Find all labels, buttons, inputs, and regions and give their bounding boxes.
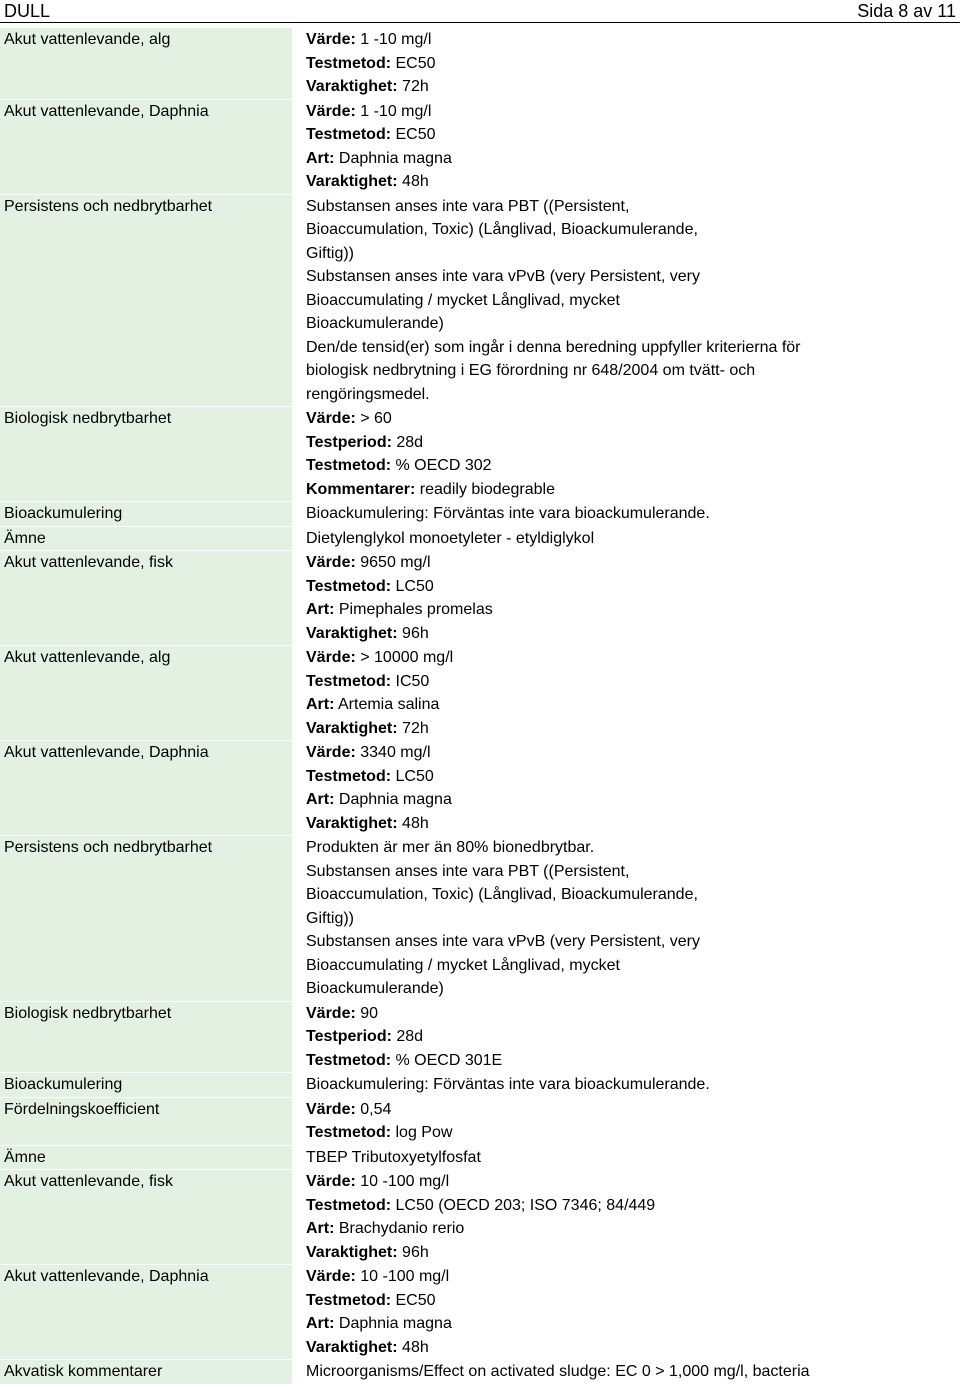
- value-key: Värde:: [306, 410, 356, 427]
- value-text: 48h: [397, 173, 429, 190]
- value-line: [306, 883, 960, 907]
- row-value: [292, 741, 960, 835]
- row-value: [292, 1002, 960, 1073]
- value-line: [306, 1146, 960, 1170]
- value-line: [306, 147, 960, 171]
- value-text: Substansen anses inte vara PBT ((Persistent,: [306, 197, 630, 215]
- table-row: [0, 1146, 960, 1170]
- value-text: Daphnia magna: [334, 791, 452, 808]
- value-key: Värde:: [306, 102, 356, 120]
- value-line: [306, 670, 960, 694]
- value-line: [306, 1289, 960, 1313]
- value-text: 96h: [397, 1243, 429, 1261]
- value-key: Testmetod:: [306, 1196, 392, 1214]
- value-line: [306, 575, 960, 599]
- value-line: [306, 383, 960, 407]
- row-value: [292, 100, 960, 194]
- value-key: Värde:: [306, 1004, 356, 1022]
- value-line: [306, 527, 960, 551]
- value-key: Testmetod:: [306, 672, 392, 690]
- row-label: Akut vattenlevande, fisk: [0, 1170, 292, 1264]
- value-key: Testmetod:: [306, 1124, 392, 1141]
- row-label: Akut vattenlevande, alg: [0, 646, 292, 740]
- table-row: [0, 551, 960, 645]
- value-text: log Pow: [391, 1124, 453, 1141]
- value-text: > 60: [355, 410, 392, 427]
- value-line: [306, 954, 960, 978]
- value-line: [306, 359, 960, 383]
- value-key: Art:: [306, 791, 335, 808]
- value-line: [306, 407, 960, 431]
- value-text: Giftig)): [306, 244, 354, 262]
- row-value: [292, 195, 960, 407]
- table-row: [0, 100, 960, 194]
- value-text: Bioaccumulation, Toxic) (Långlivad, Bioackumulerande,: [306, 886, 698, 903]
- value-text: Bioackumulering: Förväntas inte vara bioackumulerande.: [306, 505, 710, 522]
- table-row: [0, 1098, 960, 1145]
- value-line: [306, 431, 960, 455]
- value-text: EC50: [391, 126, 436, 143]
- value-text: Den/de tensid(er) som ingår i denna beredning uppfyller kriterierna för: [306, 338, 801, 356]
- value-line: [306, 1025, 960, 1049]
- value-line: [306, 977, 960, 1001]
- value-key: Värde:: [306, 554, 356, 571]
- value-text: 9650 mg/l: [355, 554, 431, 571]
- value-key: Art:: [306, 1315, 335, 1332]
- value-line: [306, 195, 960, 219]
- row-value: [292, 1098, 960, 1145]
- value-line: [306, 123, 960, 147]
- row-value: [292, 28, 960, 99]
- value-key: Testmetod:: [306, 577, 392, 595]
- value-text: Dietylenglykol monoetyleter - etyldiglykol: [306, 529, 595, 547]
- row-value: [292, 1146, 960, 1170]
- value-text: 96h: [397, 624, 429, 642]
- row-label: Ämne: [0, 1146, 292, 1170]
- table-row: [0, 1002, 960, 1073]
- value-text: Brachydanio rerio: [334, 1220, 465, 1237]
- value-line: [306, 1312, 960, 1336]
- value-key: Varaktighet:: [306, 624, 398, 642]
- table-row: [0, 527, 960, 551]
- value-key: Varaktighet:: [306, 719, 398, 737]
- value-key: Varaktighet:: [306, 1338, 398, 1356]
- value-text: Daphnia magna: [334, 149, 452, 167]
- value-key: Varaktighet:: [306, 814, 398, 832]
- value-line: [306, 1217, 960, 1241]
- value-text: Bioaccumulating / mycket Långlivad, mycket: [306, 956, 620, 974]
- value-line: [306, 598, 960, 622]
- row-label: Persistens och nedbrytbarhet: [0, 195, 292, 407]
- value-text: Giftig)): [306, 909, 354, 927]
- value-text: LC50: [391, 577, 434, 595]
- table-row: [0, 195, 960, 407]
- value-line: [306, 52, 960, 76]
- value-line: [306, 765, 960, 789]
- value-key: Testmetod:: [306, 457, 392, 474]
- value-key: Testmetod:: [306, 1051, 392, 1069]
- value-line: [306, 836, 960, 860]
- value-text: Bioackumulerande): [306, 980, 444, 997]
- value-text: Microorganisms/Effect on activated sludge: EC 0 > 1,000 mg/l, bacteria: [306, 1363, 810, 1380]
- value-key: Värde:: [306, 1268, 356, 1285]
- value-key: Varaktighet:: [306, 1243, 398, 1261]
- value-text: EC50: [391, 1291, 436, 1309]
- row-value: [292, 1265, 960, 1359]
- value-line: [306, 312, 960, 336]
- value-line: [306, 454, 960, 478]
- value-text: Artemia salina: [334, 696, 440, 713]
- value-text: readily biodegrable: [415, 480, 556, 498]
- value-line: [306, 930, 960, 954]
- value-key: Värde:: [306, 1100, 356, 1118]
- value-line: [306, 218, 960, 242]
- value-text: rengöringsmedel.: [306, 385, 430, 403]
- value-line: [306, 75, 960, 99]
- value-line: [306, 336, 960, 360]
- value-key: Värde:: [306, 31, 356, 48]
- value-text: Substansen anses inte vara vPvB (very Persistent, very: [306, 268, 700, 285]
- value-line: [306, 693, 960, 717]
- value-line: [306, 478, 960, 502]
- row-label: Akut vattenlevande, fisk: [0, 551, 292, 645]
- value-text: LC50: [391, 767, 434, 785]
- value-line: [306, 741, 960, 765]
- value-text: % OECD 302: [391, 457, 492, 474]
- row-label: Akut vattenlevande, Daphnia: [0, 100, 292, 194]
- value-text: TBEP Tributoxyetylfosfat: [306, 1148, 481, 1166]
- value-key: Art:: [306, 149, 335, 167]
- value-line: [306, 1098, 960, 1122]
- property-table: [0, 28, 960, 1384]
- value-key: Varaktighet:: [306, 78, 398, 95]
- row-label: Biologisk nedbrytbarhet: [0, 1002, 292, 1073]
- table-row: [0, 1360, 960, 1384]
- value-text: Pimephales promelas: [334, 601, 493, 618]
- row-value: [292, 1170, 960, 1264]
- value-text: 28d: [391, 1028, 424, 1045]
- row-label: Bioackumulering: [0, 1073, 292, 1097]
- value-line: [306, 242, 960, 266]
- value-text: 0,54: [355, 1100, 392, 1118]
- value-key: Värde:: [306, 1173, 356, 1190]
- value-text: 72h: [397, 719, 429, 737]
- row-label: Akut vattenlevande, alg: [0, 28, 292, 99]
- value-text: 1 -10 mg/l: [355, 31, 432, 48]
- row-value: [292, 527, 960, 551]
- value-key: Testmetod:: [306, 54, 392, 72]
- value-key: Art:: [306, 696, 335, 713]
- page-header: [0, 0, 960, 23]
- row-label: Biologisk nedbrytbarhet: [0, 407, 292, 501]
- value-line: [306, 502, 960, 526]
- value-line: [306, 28, 960, 52]
- table-row: [0, 502, 960, 526]
- value-text: Daphnia magna: [334, 1315, 452, 1332]
- value-key: Varaktighet:: [306, 173, 398, 190]
- value-text: Produkten är mer än 80% bionedbrytbar.: [306, 839, 595, 856]
- table-row: [0, 28, 960, 99]
- row-label: Bioackumulering: [0, 502, 292, 526]
- row-label: Fördelningskoefficient: [0, 1098, 292, 1145]
- value-line: [306, 717, 960, 741]
- value-text: Bioackumulerande): [306, 315, 444, 332]
- value-key: Kommentarer:: [306, 480, 416, 498]
- value-text: IC50: [391, 672, 430, 690]
- row-label: Persistens och nedbrytbarhet: [0, 836, 292, 1001]
- value-text: 90: [355, 1004, 379, 1022]
- value-text: Bioaccumulation, Toxic) (Långlivad, Bioackumulerande,: [306, 221, 698, 238]
- table-row: [0, 646, 960, 740]
- value-line: [306, 100, 960, 124]
- value-line: [306, 1265, 960, 1289]
- value-line: [306, 1121, 960, 1145]
- value-text: LC50 (OECD 203; ISO 7346; 84/449: [391, 1196, 656, 1214]
- value-line: [306, 1002, 960, 1026]
- table-row: [0, 1265, 960, 1359]
- value-line: [306, 646, 960, 670]
- page-number: Sida 8 av 11: [857, 1, 956, 21]
- value-line: [306, 907, 960, 931]
- value-line: [306, 860, 960, 884]
- value-line: [306, 1049, 960, 1073]
- row-value: [292, 551, 960, 645]
- value-text: > 10000 mg/l: [355, 649, 454, 666]
- value-key: Testmetod:: [306, 1291, 392, 1309]
- row-label: Akut vattenlevande, Daphnia: [0, 741, 292, 835]
- value-key: Värde:: [306, 744, 356, 761]
- row-value: [292, 646, 960, 740]
- value-text: % OECD 301E: [391, 1051, 503, 1069]
- value-line: [306, 812, 960, 836]
- row-value: [292, 1073, 960, 1097]
- value-text: Bioaccumulating / mycket Långlivad, mycket: [306, 291, 620, 309]
- value-line: [306, 1073, 960, 1097]
- table-row: [0, 741, 960, 835]
- value-text: Substansen anses inte vara vPvB (very Persistent, very: [306, 933, 700, 950]
- table-row: [0, 1073, 960, 1097]
- value-line: [306, 265, 960, 289]
- value-text: 48h: [397, 1338, 429, 1356]
- value-key: Testperiod:: [306, 433, 392, 451]
- row-label: Akvatisk kommentarer: [0, 1360, 292, 1384]
- value-line: [306, 551, 960, 575]
- value-key: Värde:: [306, 649, 356, 666]
- row-value: [292, 836, 960, 1001]
- value-text: 10 -100 mg/l: [355, 1268, 450, 1285]
- row-value: [292, 1360, 960, 1384]
- value-key: Art:: [306, 601, 335, 618]
- value-line: [306, 289, 960, 313]
- table-row: [0, 407, 960, 501]
- value-text: biologisk nedbrytning i EG förordning nr 648/2004 om tvätt- och: [306, 362, 756, 379]
- value-text: Bioackumulering: Förväntas inte vara bioackumulerande.: [306, 1076, 710, 1093]
- value-key: Art:: [306, 1220, 335, 1237]
- row-label: Ämne: [0, 527, 292, 551]
- value-line: [306, 1170, 960, 1194]
- value-key: Testperiod:: [306, 1028, 392, 1045]
- table-row: [0, 1170, 960, 1264]
- value-line: [306, 788, 960, 812]
- value-key: Testmetod:: [306, 126, 392, 143]
- value-line: [306, 1336, 960, 1360]
- row-value: [292, 502, 960, 526]
- value-text: 72h: [397, 78, 429, 95]
- value-line: [306, 1194, 960, 1218]
- value-line: [306, 1241, 960, 1265]
- value-text: 28d: [391, 433, 424, 451]
- value-text: EC50: [391, 54, 436, 72]
- row-label: Akut vattenlevande, Daphnia: [0, 1265, 292, 1359]
- value-text: Substansen anses inte vara PBT ((Persistent,: [306, 862, 630, 880]
- value-text: 10 -100 mg/l: [355, 1173, 450, 1190]
- row-value: [292, 407, 960, 501]
- value-text: 3340 mg/l: [355, 744, 431, 761]
- value-text: 48h: [397, 814, 429, 832]
- value-text: 1 -10 mg/l: [355, 102, 432, 120]
- value-line: [306, 1360, 960, 1384]
- table-row: [0, 836, 960, 1001]
- value-line: [306, 170, 960, 194]
- value-key: Testmetod:: [306, 767, 392, 785]
- document-title: DULL: [4, 1, 51, 21]
- value-line: [306, 622, 960, 646]
